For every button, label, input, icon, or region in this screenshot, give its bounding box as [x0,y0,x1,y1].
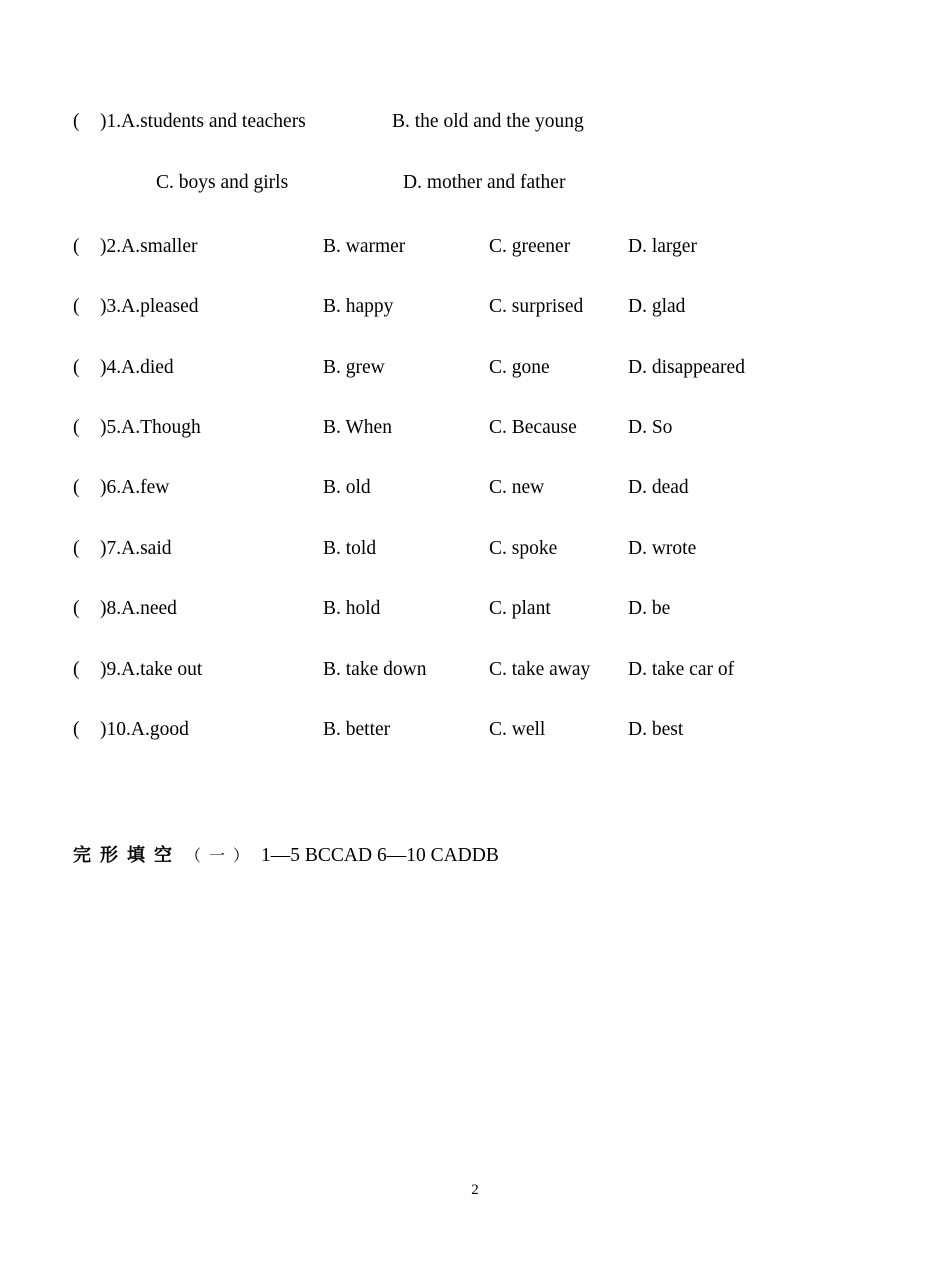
option-c: C. gone [489,357,550,378]
option-b: B. the old and the young [392,111,584,132]
option-c: C. greener [489,236,571,257]
option-c: C. plant [489,598,551,619]
option-d: D. So [628,417,673,438]
option-a: )8.A.need [100,598,177,619]
option-a: )5.A.Though [100,417,201,438]
answer-blank: ( [73,538,80,559]
question-5 [0,414,950,442]
question-1 [0,108,950,136]
option-b: B. told [323,538,377,559]
option-b: B. When [323,417,392,438]
option-b: B. grew [323,357,385,378]
question-2 [0,233,950,261]
answer-key-section: （一） [185,846,258,865]
option-d: D. glad [628,296,686,317]
option-c: C. boys and girls [156,172,289,193]
answer-key [73,842,499,870]
option-a: )6.A.few [100,477,170,498]
answer-blank: ( [73,598,80,619]
option-a: )10.A.good [100,719,189,740]
option-b: B. old [323,477,371,498]
option-c: C. Because [489,417,577,438]
option-b: B. hold [323,598,381,619]
question-8 [0,595,950,623]
answer-key-values: 1—5 BCCAD 6—10 CADDB [261,845,499,866]
option-b: B. take down [323,659,427,680]
answer-blank: ( [73,659,80,680]
option-d: D. best [628,719,684,740]
option-a: )3.A.pleased [100,296,199,317]
option-b: B. happy [323,296,394,317]
answer-blank: ( [73,111,80,132]
option-b: B. better [323,719,391,740]
question-9 [0,656,950,684]
option-d: D. dead [628,477,689,498]
question-10 [0,716,950,744]
option-c: C. spoke [489,538,558,559]
question-4 [0,354,950,382]
answer-blank: ( [73,417,80,438]
option-a: )1.A.students and teachers [100,111,306,132]
page-number: 2 [471,1182,479,1198]
option-d: D. mother and father [403,172,566,193]
question-6 [0,474,950,502]
option-c: C. new [489,477,545,498]
option-d: D. be [628,598,671,619]
question-3 [0,293,950,321]
option-a: )4.A.died [100,357,174,378]
option-c: C. take away [489,659,591,680]
option-c: C. well [489,719,546,740]
option-a: )7.A.said [100,538,172,559]
option-c: C. surprised [489,296,584,317]
option-a: )9.A.take out [100,659,203,680]
question-7 [0,535,950,563]
answer-key-title: 完形填空 [73,845,181,866]
answer-blank: ( [73,357,80,378]
option-b: B. warmer [323,236,406,257]
option-d: D. take car of [628,659,735,680]
answer-blank: ( [73,236,80,257]
option-a: )2.A.smaller [100,236,198,257]
question-1-continued [0,169,950,197]
answer-blank: ( [73,719,80,740]
answer-blank: ( [73,477,80,498]
option-d: D. disappeared [628,357,745,378]
option-d: D. wrote [628,538,697,559]
option-d: D. larger [628,236,697,257]
answer-blank: ( [73,296,80,317]
